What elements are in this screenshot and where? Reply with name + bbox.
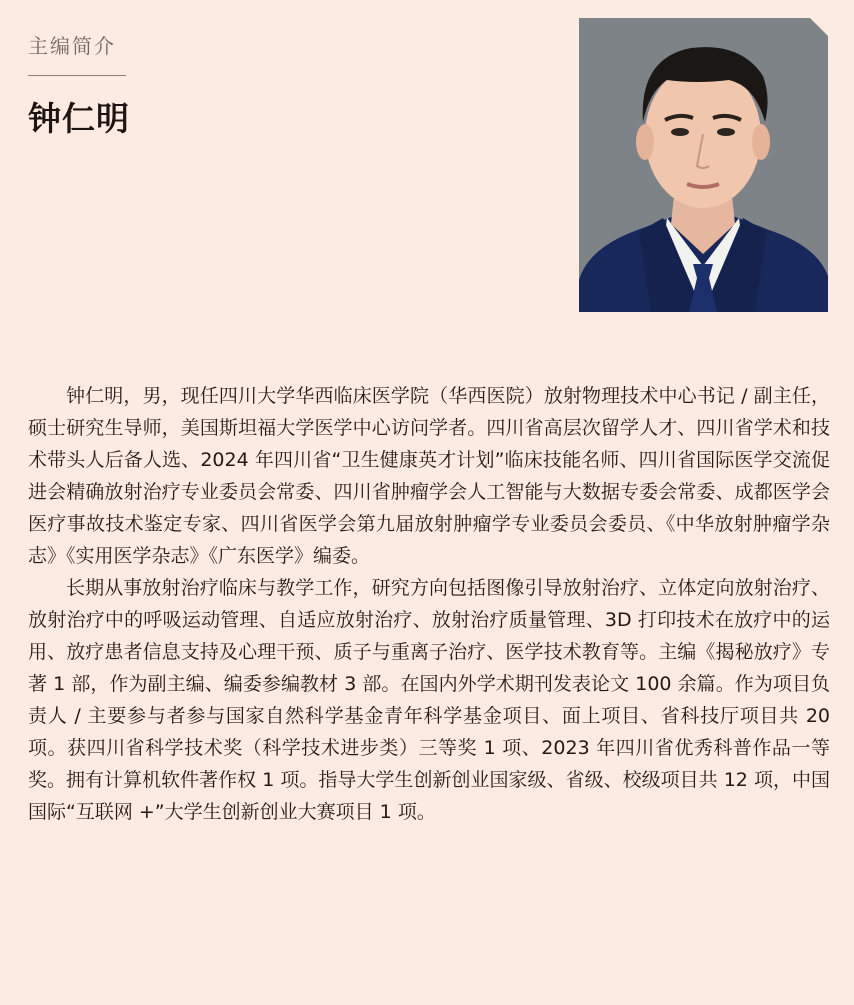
editor-name: 钟仁明	[28, 99, 130, 138]
person-portrait-icon	[579, 18, 828, 312]
bio-text	[28, 380, 830, 828]
bio-paragraph: 长期从事放射治疗临床与教学工作，研究方向包括图像引导放射治疗、立体定向放射治疗、放射治疗中的呼吸运动管理、自适应放射治疗、放射治疗质量管理、3D 打印技术在放疗中的运用、放疗患者信息支持及心理干预、质子与重离子治疗、医学技术教育等。主编《揭秘放疗》专著 1 部，作为副主编、编委参编教材 3 部。在国内外学术期刊发表论文 100 余篇。作为项目负责人 / 主要参与者参与国家自然科学基金青年科学基金项目、面上项目、省科技厅项目共 20 项。获四川省科学技术奖（科学技术进步类）三等奖 1 项、2023 年四川省优秀科普作品一等奖。拥有计算机软件著作权 1 项。指导大学生创新创业国家级、省级、校级项目共 12 项，中国国际“互联网 +”大学生创新创业大赛项目 1 项。	[28, 577, 830, 823]
bio-paragraph: 钟仁明，男，现任四川大学华西临床医学院（华西医院）放射物理技术中心书记 / 副主任，硕士研究生导师，美国斯坦福大学医学中心访问学者。四川省高层次留学人才、四川省学术和技术带头人后备人选、2024 年四川省“卫生健康英才计划”临床技能名师、四川省国际医学交流促进会精确放射治疗专业委员会常委、四川省肿瘤学会人工智能与大数据专委会常委、成都医学会医疗事故技术鉴定专家、四川省医学会第九届放射肿瘤学专业委员会委员、《中华放射肿瘤学杂志》《实用医学杂志》《广东医学》编委。	[28, 385, 830, 567]
title-divider	[28, 75, 126, 76]
portrait-photo	[579, 18, 828, 312]
section-label: 主编简介	[28, 34, 116, 58]
